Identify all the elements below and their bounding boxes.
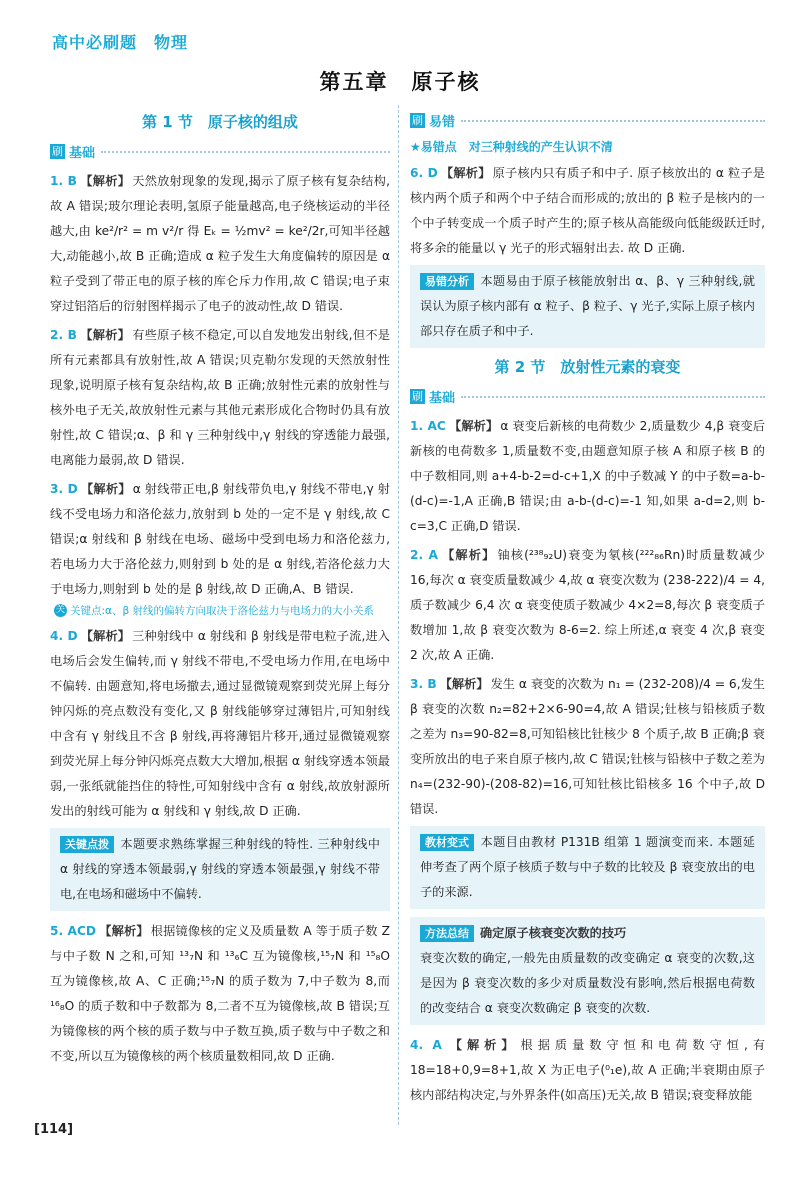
tag-label: 基础 [429,391,456,406]
answer-item [410,161,765,261]
answer-number: 1. B [50,174,77,188]
left-column [50,105,390,1073]
key-tip-box [50,828,390,911]
answer-item [50,919,390,1069]
section-title: 第 1 节 原子核的组成 [142,113,298,131]
analysis-label: 【解析】 [79,328,131,342]
box-text: 本题易由于原子核能放射出 α、β、γ 三种射线,就误认为原子核内部有 α 粒子、β 粒子、γ 光子,实际上原子核内部只存在质子和中子. [420,274,755,338]
answer-item [410,414,765,539]
analysis-label: 【解析】 [80,482,131,496]
note-prefix: 关键点: [70,605,106,617]
analysis-label: 【解析】 [99,924,149,938]
answer-item [50,169,390,319]
tag-divider [461,396,765,398]
answer-item [410,543,765,668]
analysis-label: 【解析】 [439,677,489,691]
textbook-variant-box [410,826,765,909]
box-text: 衰变次数的确定,一般先由质量数的改变确定 α 衰变的次数,这是因为 β 衰变次数的多少对质量数没有影响,然后根据电荷数的改变结合 α 衰变次数确定 β 衰变的次数. [420,951,755,1015]
answer-item [50,323,390,473]
answer-number: 3. B [410,677,437,691]
method-summary-box [410,917,765,1025]
box-text: 本题目由教材 P131B 组第 1 题演变而来. 本题延伸考查了两个原子核质子数与中子数的比较及 β 衰变放出的电子的来源. [420,835,755,899]
answer-text: 原子核内只有质子和中子. 原子核放出的 α 粒子是核内两个质子和两个中子结合而形成的;放出的 β 粒子是核内的一个中子转变成一个质子时产生的;原子核从高能级向低能级跃迁时,将多余的能量以 γ 光子的形式辐射出去. 故 D 正确. [410,166,765,255]
answer-text: 有些原子核不稳定,可以自发地发出射线,但不是所有元素都具有放射性,故 A 错误;贝克勒尔发现的天然放射性现象,说明原子核有复杂结构,故 B 正确;放射性元素的放射性与核外电子无关,故放射性元素与其他元素形成化合物时仍具有放射性,故 C 错误;α、β 和 γ 三种射线中,γ 射线的穿透能力最强,电离能力最弱,故 D 错误. [50,328,390,467]
box-text: 本题要求熟练掌握三种射线的特性. 三种射线中 α 射线的穿透本领最弱,γ 射线的穿透本领最强,γ 射线不带电,在电场和磁场中不偏转. [60,837,380,901]
answer-text: 三种射线中 α 射线和 β 射线是带电粒子流,进入电场后会发生偏转,而 γ 射线不带电,不受电场力作用,在电场中不偏转. 由题意知,将电场撤去,通过显微镜观察到荧光屏上每分钟闪烁的亮点数没有变化,又 β 射线能够穿过薄铝片,可知射线中含有 γ 射线且不含 β 射线,再将薄铝片移开,通过显微镜观察到荧光屏上每分钟闪烁亮点数大大增加,根据 α 射线穿透本领最弱,一张纸就能挡住的特性,可知射线中含有 α 射线,故放射源所发出的射线可能为 α 射线和 γ 射线,故 D 正确. [50,629,390,818]
answer-item [50,624,390,824]
brush-icon: 刷 [412,390,423,403]
method-title: 确定原子核衰变次数的技巧 [480,926,627,940]
answer-text: 发生 α 衰变的次数为 n₁ = (232-208)/4 = 6,发生 β 衰变的次数 n₂=82+2×6-90=4,故 A 错误;钍核与铅核质子数之差为 n₃=90-82=8,可知铅核比钍核少 8 个质子,故 B 正确;β 衰变所放出的电子来自原子核内,故 C 错误;钍核与铅核中子数之差为 n₄=(232-90)-(208-82)=16,可知钍核比铅核多 16 个中子,故 D 错误. [410,677,765,816]
answer-text: α 衰变后新核的电荷数少 2,质量数少 4,β 衰变后新核的电荷数多 1,质量数不变,由题意知原子核 A 和原子核 B 的中子数相同,则 a+4-b-2=d-c+1,X 的中子数减 Y 的中子数=a-b-(d-c)=-1,A 正确,B 错误;由 a-b-(d-c)=-1 知,如果 a-d=2,则 b-c=3,C 正确,D 错误. [410,419,765,533]
analysis-label: 【解析】 [440,166,491,180]
answer-number: 6. D [410,166,438,180]
answer-text: 根据质量数守恒和电荷数守恒,有 18=18+0,9=8+1,故 X 为正电子(⁰₁e),故 A 正确;半衰期由原子核内部结构决定,与外界条件(如高压)无关,故 B 错误;衰变释放能 [410,1038,766,1102]
column-divider [398,105,399,1125]
answer-number: 2. A [410,548,438,562]
key-note [50,604,390,618]
box-tag: 易错分析 [420,273,474,290]
box-tag: 关键点拨 [60,836,114,853]
analysis-label: 【解析】 [444,1038,519,1052]
tag-divider [461,120,765,122]
analysis-label: 【解析】 [80,629,131,643]
answer-text: 天然放射现象的发现,揭示了原子核有复杂结构,故 A 错误;玻尔理论表明,氢原子能量越高,电子绕核运动的半径越大,由 ke²/r² = m v²/r 得 Eₖ = ½mv² = ke²/2r,可知半径越大,动能越小,故 B 正确;造成 α 粒子发生大角度偏转的原因是 α 粒子受到了带正电的原子核的库仑斥力作用,故 C 错误;电子束穿过铝箔后的衍射图样揭示了电子的波动性,故 D 错误. [50,174,390,313]
box-tag: 方法总结 [420,925,474,942]
book-label: 高中必刷题 物理 [52,33,189,52]
answer-text: 铀核(²³⁸₉₂U)衰变为氡核(²²²₈₆Rn)时质量数减少 16,每次 α 衰变质量数减少 4,故 α 衰变次数为 (238-222)/4 = 4,质子数减少 6,4 次 α 衰变使质子数减少 4×2=8,每次 β 衰变质子数增加 1,故 β 衰变次数为 8-6=2. 综上所述,α 衰变 4 次,β 衰变 2 次,故 A 正确. [410,548,766,662]
tag-label: 易错 [429,115,456,130]
tag-error [410,111,765,130]
note-text: α、β 射线的偏转方向取决于洛伦兹力与电场力的大小关系 [105,605,375,617]
tag-basic [50,142,390,161]
brush-icon: 刷 [52,145,63,158]
analysis-label: 【解析】 [448,419,499,433]
box-tag: 教材变式 [420,834,474,851]
right-column [410,105,765,1112]
answer-text: α 射线带正电,β 射线带负电,γ 射线不带电,γ 射线不受电场力和洛伦兹力,放射到 b 处的一定不是 γ 射线,故 C 错误;α 射线和 β 射线在电场、磁场中受到电场力和洛伦兹力,若电场力大于洛伦兹力,则射到 b 处的是 α 射线,若洛伦兹力大于电场力,则射到 b 处的是 β 射线,故 D 正确,A、B 错误. [50,482,390,596]
key-icon: 关 [55,605,65,615]
answer-number: 5. ACD [50,924,97,938]
answer-item [50,477,390,602]
answer-number: 2. B [50,328,77,342]
analysis-label: 【解析】 [440,548,496,562]
tag-divider [101,151,390,153]
answer-item [410,1033,765,1108]
tag-label: 基础 [69,146,96,161]
error-point: ★易错点 对三种射线的产生认识不清 [410,140,613,154]
page-number: [114] [34,1122,74,1137]
answer-number: 4. A [410,1038,442,1052]
tag-basic [410,387,765,406]
answer-number: 3. D [50,482,78,496]
section-title: 第 2 节 放射性元素的衰变 [494,358,681,376]
chapter-title: 第五章 原子核 [319,69,481,94]
answer-text: 根据镜像核的定义及质量数 A 等于质子数 Z 与中子数 N 之和,可知 ¹³₇N 和 ¹³₆C 互为镜像核,¹⁵₇N 和 ¹⁵₈O 互为镜像核,故 A、C 正确;¹⁵₇N 的质子数为 7,中子数为 8,而 ¹⁶₈O 的质子数和中子数都为 8,二者不互为镜像核,故 B 错误;互为镜像核的两个核的质子数与中子数互换,质子数与中子数之和不变,所以互为镜像核的两个核质量数相同,故 D 正确. [50,924,391,1063]
brush-icon: 刷 [412,114,423,127]
error-analysis-box [410,265,765,348]
answer-item [410,672,765,822]
answer-number: 1. AC [410,419,446,433]
answer-number: 4. D [50,629,78,643]
analysis-label: 【解析】 [79,174,131,188]
